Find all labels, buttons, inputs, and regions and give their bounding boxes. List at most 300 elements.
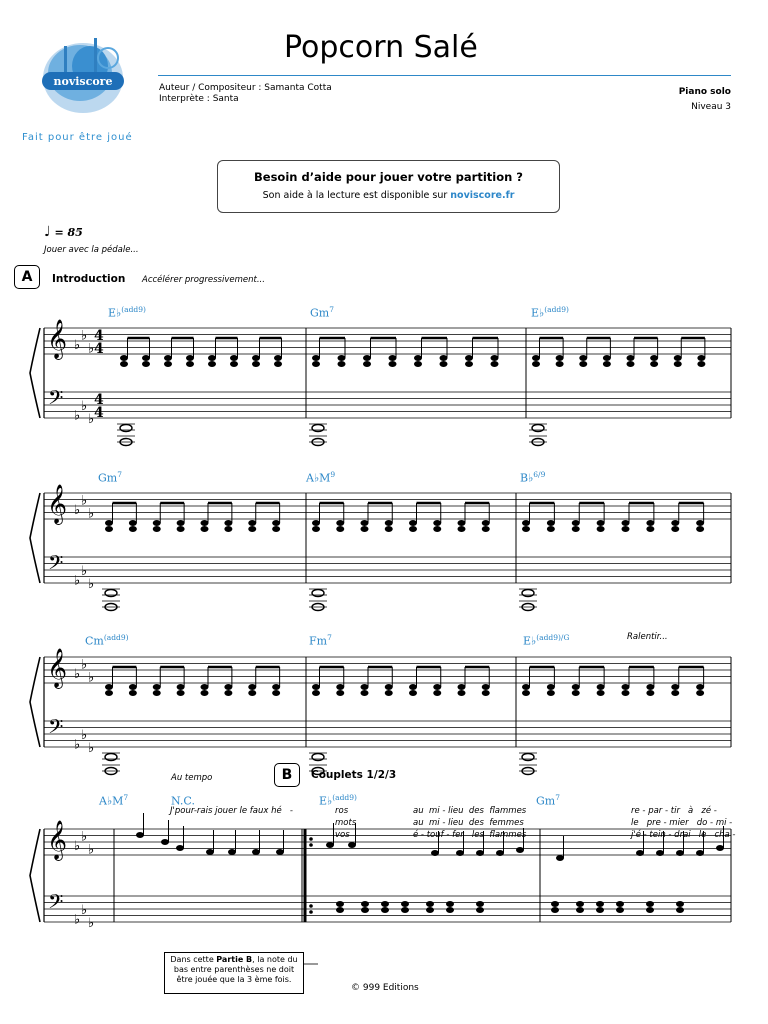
note-head (274, 361, 282, 367)
note-head (646, 690, 654, 696)
bass-clef: 𝄢 (48, 551, 64, 579)
note-head (622, 520, 630, 526)
note-head (129, 520, 137, 526)
chord-symbol: E♭$^{(add9)/G}$ (523, 633, 570, 648)
note-head (650, 361, 658, 367)
note-head (129, 684, 137, 690)
note-head (105, 690, 113, 696)
help-box (217, 160, 560, 213)
note-head (224, 690, 232, 696)
flat-sign: ♭ (74, 503, 81, 518)
note-head (646, 526, 654, 532)
note-head (120, 355, 128, 361)
melody-note (348, 842, 356, 848)
flat-sign: ♭ (81, 657, 88, 673)
note-head (458, 520, 466, 526)
lyric-line2-b: au mi - lieu des femmes (413, 818, 524, 828)
level-label: Niveau 3 (691, 102, 731, 112)
note-head (224, 684, 232, 690)
note-head (697, 361, 705, 367)
note-head (312, 361, 320, 367)
author-info (159, 83, 332, 105)
flat-sign: ♭ (88, 341, 95, 357)
note-head (414, 355, 422, 361)
lyric-line3-a: vos (335, 830, 350, 840)
melody-note (431, 850, 439, 856)
repeat-dot (309, 837, 313, 841)
brace (30, 328, 40, 418)
bass-clef: 𝄢 (48, 890, 64, 918)
note-head (440, 355, 448, 361)
lyric-line1-b: au mi - lieu des flammes (413, 806, 527, 816)
bass-note (522, 590, 534, 597)
note-head (465, 361, 473, 367)
bass-chord-note (401, 901, 409, 907)
note-head (129, 690, 137, 696)
note-head (312, 520, 320, 526)
melody-note (136, 832, 144, 838)
note-head (622, 690, 630, 696)
flat-sign: ♭ (88, 670, 95, 686)
performer-line: Interprète : Santa (159, 94, 239, 104)
bass-chord-note (426, 907, 434, 913)
melody-note (496, 850, 504, 856)
flat-sign: ♭ (81, 493, 88, 509)
note-head (153, 684, 161, 690)
note-head (142, 355, 150, 361)
note-head (696, 684, 704, 690)
bass-chord-note (596, 901, 604, 907)
note-head (389, 361, 397, 367)
time-signature: 4 (94, 341, 104, 357)
note-head (579, 361, 587, 367)
note-head (646, 520, 654, 526)
instrument-label: Piano solo (678, 87, 731, 97)
note-head (164, 355, 172, 361)
flat-sign: ♭ (74, 573, 81, 589)
note-head (547, 526, 555, 532)
bass-chord-note (401, 907, 409, 913)
part-b-note-line1: Dans cette Partie B, la note du (170, 955, 298, 964)
note-head (627, 355, 635, 361)
bass-note (532, 425, 544, 432)
note-head (696, 690, 704, 696)
lyric-line3-c: j'é - tein - drai le cha - (631, 830, 736, 840)
part-b-note-line2: bas entre parenthèses ne doit (173, 965, 295, 974)
chord-symbol: Fm$^7$ (309, 633, 332, 648)
brace (30, 829, 40, 922)
section-b-title: Couplets 1/2/3 (311, 769, 397, 781)
melody-note (326, 842, 334, 848)
bass-chord-note (646, 901, 654, 907)
note-head (208, 355, 216, 361)
part-b-note-line3: être jouée que la 3 ème fois. (176, 975, 292, 984)
note-head (482, 684, 490, 690)
note-head (142, 361, 150, 367)
note-head (547, 520, 555, 526)
lyric-line3-b: é - touf - fer les flammes (413, 830, 527, 840)
bass-note (105, 768, 117, 775)
melody-note (206, 849, 214, 855)
bass-chord-note (616, 907, 624, 913)
time-signature: 4 (94, 328, 104, 344)
chord-symbol: N.C. (171, 794, 195, 808)
bass-chord-note (551, 907, 559, 913)
time-signature: 4 (94, 405, 104, 421)
note-head (409, 690, 417, 696)
bass-chord-note (446, 901, 454, 907)
note-head (532, 361, 540, 367)
melody-note (676, 850, 684, 856)
note-head (433, 690, 441, 696)
note-head (248, 526, 256, 532)
note-head (224, 526, 232, 532)
part-b-note (164, 952, 304, 994)
chord-symbol: E♭$^{(add9)}$ (108, 305, 146, 320)
treble-clef: 𝄞 (47, 820, 68, 860)
note-head (572, 520, 580, 526)
note-head (363, 355, 371, 361)
bass-note (105, 590, 117, 597)
bass-note (532, 439, 544, 446)
note-head (272, 684, 280, 690)
note-head (547, 690, 555, 696)
chord-symbol: $A♭M^7$ (99, 793, 129, 808)
note-head (338, 355, 346, 361)
note-head (671, 526, 679, 532)
note-head (230, 361, 238, 367)
note-head (336, 684, 344, 690)
melody-note (636, 850, 644, 856)
bass-chord-note (576, 901, 584, 907)
note-head (671, 520, 679, 526)
bass-note (522, 768, 534, 775)
melody-note (176, 845, 184, 851)
note-head (177, 526, 185, 532)
flat-sign: ♭ (74, 338, 81, 353)
melody-note (556, 855, 564, 861)
flat-sign: ♭ (74, 737, 81, 753)
bass-chord-note (676, 907, 684, 913)
note-head (465, 355, 473, 361)
note-head (547, 684, 555, 690)
note-head (186, 355, 194, 361)
brace (30, 657, 40, 747)
section-a-instruction: Accélérer progressivement... (142, 275, 265, 285)
note-head (164, 361, 172, 367)
bass-chord-note (336, 901, 344, 907)
ralentir-label: Ralentir... (627, 632, 668, 642)
flat-sign: ♭ (81, 727, 88, 743)
bass-note (312, 425, 324, 432)
note-head (458, 526, 466, 532)
note-head (579, 355, 587, 361)
lyric-line1-c: re - par - tir à zé - (631, 806, 717, 816)
note-head (186, 361, 194, 367)
note-head (385, 520, 393, 526)
bass-chord-note (361, 901, 369, 907)
note-head (482, 520, 490, 526)
chord-symbol: $A♭M^9$ (306, 470, 336, 485)
note-head (597, 526, 605, 532)
note-head (129, 526, 137, 532)
instrument-info (679, 85, 731, 115)
chord-symbol: E♭$^{(add9)}$ (531, 305, 569, 320)
note-head (385, 526, 393, 532)
bass-chord-note (476, 901, 484, 907)
note-head (650, 355, 658, 361)
note-head (120, 361, 128, 367)
bass-note (312, 754, 324, 761)
note-head (409, 520, 417, 526)
note-head (248, 690, 256, 696)
note-head (312, 355, 320, 361)
title-rule (158, 75, 731, 76)
note-head (409, 684, 417, 690)
melody-note (161, 839, 169, 845)
note-head (482, 526, 490, 532)
chord-symbol: Gm$^7$ (310, 305, 334, 320)
flat-sign: ♭ (74, 408, 81, 424)
flat-sign: ♭ (74, 912, 81, 928)
note-head (556, 361, 564, 367)
logo (28, 18, 138, 128)
note-head (363, 361, 371, 367)
bass-chord-note (381, 901, 389, 907)
section-a-title: Introduction (52, 273, 126, 285)
au-tempo-label: Au tempo (171, 773, 213, 783)
brace (30, 493, 40, 583)
note-head (572, 526, 580, 532)
flat-sign: ♭ (88, 740, 95, 756)
flat-sign: ♭ (88, 411, 95, 427)
chord-symbol: $Cm^{(add9)}$ (85, 633, 129, 648)
note-head (522, 684, 530, 690)
help-link[interactable]: noviscore.fr (450, 190, 515, 201)
note-head (522, 526, 530, 532)
bass-note (105, 754, 117, 761)
bass-note (312, 604, 324, 611)
bass-chord-note (676, 901, 684, 907)
bass-note (312, 590, 324, 597)
flat-sign: ♭ (88, 506, 95, 522)
note-head (458, 684, 466, 690)
pedal-instruction: Jouer avec la pédale... (44, 245, 139, 255)
note-head (491, 361, 499, 367)
note-head (572, 684, 580, 690)
flat-sign: ♭ (81, 398, 88, 414)
note-head (440, 361, 448, 367)
author-line: Auteur / Compositeur : Samanta Cotta (159, 83, 332, 93)
note-head (674, 355, 682, 361)
bass-chord-note (361, 907, 369, 913)
note-head (177, 690, 185, 696)
note-head (532, 355, 540, 361)
note-head (224, 520, 232, 526)
melody-note (696, 850, 704, 856)
bass-chord-note (596, 907, 604, 913)
note-head (153, 526, 161, 532)
melody-note (252, 849, 260, 855)
quarter-note-icon: ♩ (44, 224, 51, 240)
note-head (274, 355, 282, 361)
page-title: Popcorn Salé (284, 30, 478, 65)
note-head (627, 361, 635, 367)
note-head (361, 690, 369, 696)
tagline: Fait pour être joué (22, 132, 133, 143)
bass-chord-note (426, 901, 434, 907)
help-heading: Besoin d’aide pour jouer votre partition ? (254, 170, 523, 184)
note-head (105, 684, 113, 690)
note-head (597, 520, 605, 526)
note-head (385, 690, 393, 696)
note-head (522, 690, 530, 696)
note-head (272, 520, 280, 526)
melody-note (656, 850, 664, 856)
note-head (361, 526, 369, 532)
lyric-line2-c: le pre - mier do - mi - (631, 818, 733, 828)
flat-sign: ♭ (88, 842, 95, 858)
note-head (201, 520, 209, 526)
bass-chord-note (646, 907, 654, 913)
note-head (336, 690, 344, 696)
note-head (248, 520, 256, 526)
melody-note (716, 845, 724, 851)
note-head (522, 520, 530, 526)
note-head (312, 684, 320, 690)
help-text-body: Son aide à la lecture est disponible sur (262, 190, 451, 201)
note-head (597, 684, 605, 690)
note-head (572, 690, 580, 696)
treble-clef: 𝄞 (47, 484, 68, 524)
tempo-value: = 85 (54, 226, 83, 239)
note-head (671, 690, 679, 696)
note-head (252, 361, 260, 367)
bass-note (120, 439, 132, 446)
flat-sign: ♭ (88, 576, 95, 592)
flat-sign: ♭ (74, 667, 81, 682)
note-head (646, 684, 654, 690)
flat-sign: ♭ (74, 839, 81, 854)
note-head (252, 355, 260, 361)
chord-symbol: Gm$^7$ (536, 793, 560, 808)
logo-graphic (28, 18, 138, 128)
copyright: © 999 Editions (351, 983, 419, 993)
note-head (336, 526, 344, 532)
time-signature: 4 (94, 392, 104, 408)
bass-note (522, 604, 534, 611)
note-head (433, 520, 441, 526)
flat-sign: ♭ (88, 915, 95, 931)
note-head (312, 526, 320, 532)
bass-chord-note (446, 907, 454, 913)
note-head (622, 684, 630, 690)
note-head (674, 361, 682, 367)
flat-sign: ♭ (81, 902, 88, 918)
lyric-line1-a: ros (335, 806, 349, 816)
note-head (230, 355, 238, 361)
note-head (201, 684, 209, 690)
treble-clef: 𝄞 (47, 319, 68, 359)
note-head (201, 690, 209, 696)
note-head (312, 690, 320, 696)
flat-sign: ♭ (81, 328, 88, 344)
note-head (105, 520, 113, 526)
lyric-line2-a: mots (335, 818, 357, 828)
section-b-marker: B (274, 763, 300, 787)
note-head (697, 355, 705, 361)
note-head (556, 355, 564, 361)
repeat-dot (309, 843, 313, 847)
note-head (671, 684, 679, 690)
bass-chord-note (476, 907, 484, 913)
flat-sign: ♭ (81, 829, 88, 845)
svg-text:noviscore: noviscore (53, 75, 113, 88)
note-head (409, 526, 417, 532)
bass-clef: 𝄢 (48, 715, 64, 743)
note-head (153, 690, 161, 696)
repeat-dot (309, 904, 313, 908)
bass-chord-note (551, 901, 559, 907)
help-text (218, 190, 559, 201)
note-head (385, 684, 393, 690)
flat-sign: ♭ (81, 563, 88, 579)
bass-note (105, 604, 117, 611)
note-head (272, 526, 280, 532)
treble-clef: 𝄞 (47, 648, 68, 688)
chord-symbol: Gm$^7$ (98, 470, 122, 485)
section-a-marker: A (14, 265, 40, 289)
note-head (105, 526, 113, 532)
note-head (201, 526, 209, 532)
note-head (433, 526, 441, 532)
bass-chord-note (576, 907, 584, 913)
bass-chord-note (616, 901, 624, 907)
note-head (153, 520, 161, 526)
bass-chord-note (381, 907, 389, 913)
note-head (177, 520, 185, 526)
repeat-dot (309, 910, 313, 914)
note-head (338, 361, 346, 367)
note-head (248, 684, 256, 690)
melody-note (456, 850, 464, 856)
note-head (696, 520, 704, 526)
note-head (208, 361, 216, 367)
note-head (696, 526, 704, 532)
note-head (482, 690, 490, 696)
note-head (361, 520, 369, 526)
note-head (433, 684, 441, 690)
note-head (597, 690, 605, 696)
note-head (336, 520, 344, 526)
note-head (272, 690, 280, 696)
melody-note (516, 847, 524, 853)
tempo-marking (44, 224, 83, 240)
melody-note (228, 849, 236, 855)
chord-symbol: B♭$^{6/9}$ (520, 470, 546, 485)
bass-note (522, 754, 534, 761)
note-head (622, 526, 630, 532)
bass-chord-note (336, 907, 344, 913)
melody-note (476, 850, 484, 856)
lyric-pickup: J'pour-rais jouer le faux hé - (170, 806, 293, 816)
note-head (389, 355, 397, 361)
note-head (491, 355, 499, 361)
note-head (414, 361, 422, 367)
melody-note (276, 849, 284, 855)
note-head (458, 690, 466, 696)
note-head (361, 684, 369, 690)
